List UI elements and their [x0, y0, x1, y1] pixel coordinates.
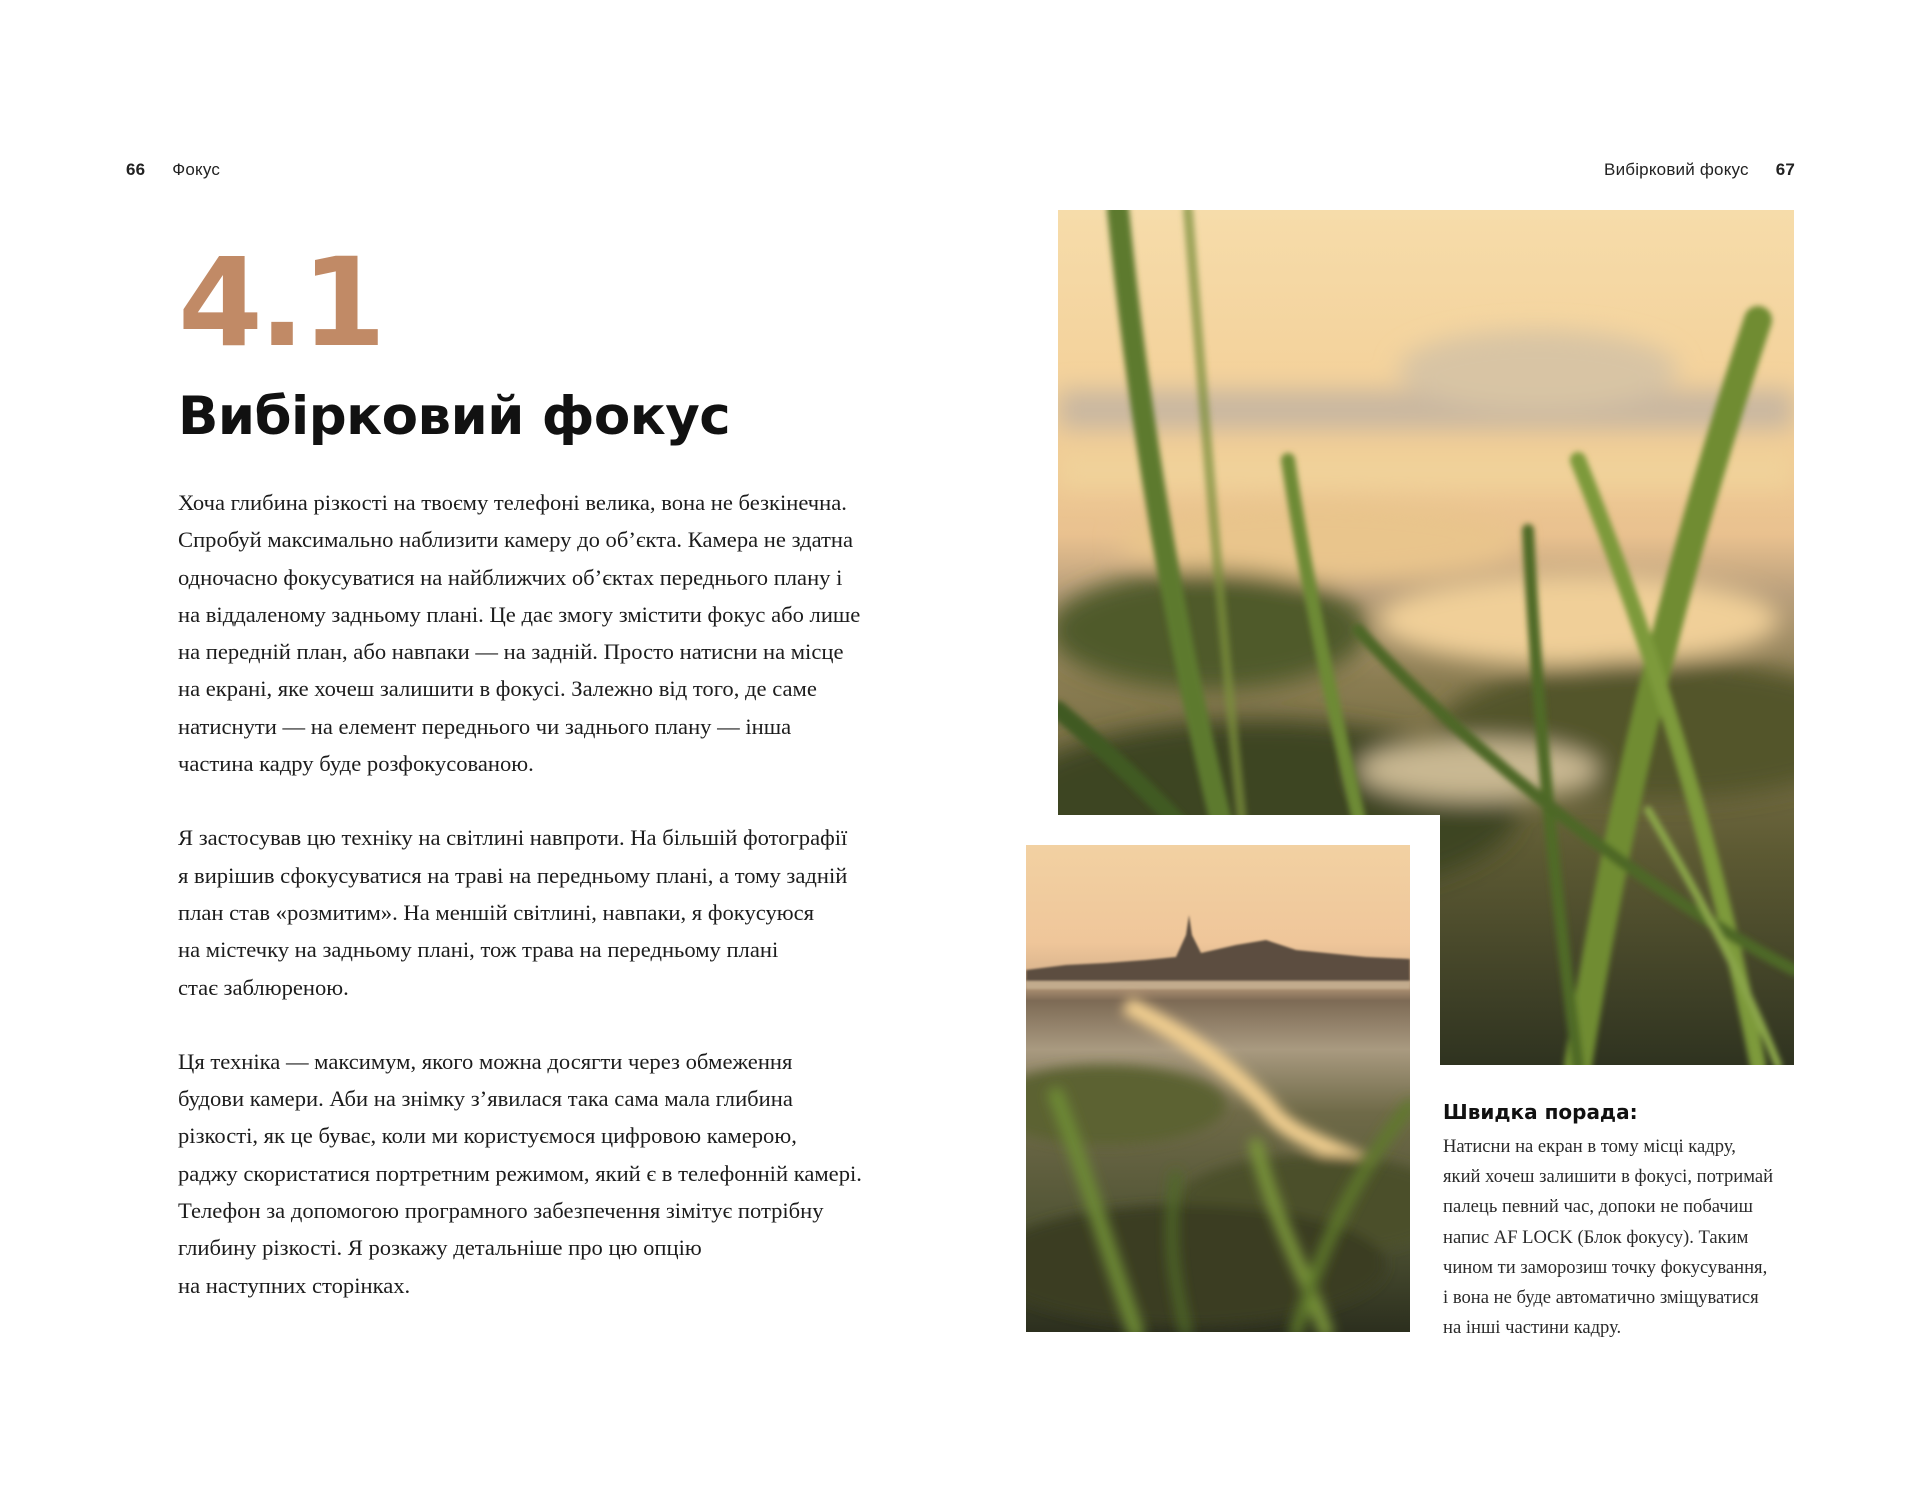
paragraph-2 [178, 819, 948, 1005]
running-header-right [1604, 160, 1795, 180]
text-line: на містечку на задньому плані, тож трава на передньому плані [178, 937, 779, 963]
text-line: стає заблюреною. [178, 974, 349, 1000]
text-line: різкості, як це буває, коли ми користуємося цифровою камерою, [178, 1123, 797, 1149]
quick-tip [1443, 1100, 1823, 1343]
running-section-right: Вибірковий фокус [1604, 160, 1749, 179]
text-line: Спробуй максимально наблизити камеру до об’єкта. Камера не здатна [178, 527, 854, 553]
tip-line: палець певний час, допоки не побачиш [1443, 1196, 1753, 1218]
paragraph-3 [178, 1043, 948, 1304]
tip-title: Швидка порада: [1443, 1100, 1638, 1124]
tip-line: чином ти заморозиш точку фокусування, [1443, 1256, 1768, 1278]
text-line: я вирішив сфокусуватися на траві на передньому плані, а тому задній [178, 862, 848, 888]
running-header-left [126, 160, 220, 180]
text-line: частина кадру буде розфокусованою. [178, 751, 534, 777]
text-line: на віддаленому задньому плані. Це дає змогу змістити фокус або лише [178, 601, 861, 627]
page-number-left: 66 [126, 160, 146, 179]
photo-gap-top [1026, 815, 1440, 845]
text-line: натиснути — на елемент переднього чи заднього плану — інша [178, 713, 792, 739]
text-line: Я застосував цю техніку на світлині навпроти. На більшій фотографії [178, 825, 848, 851]
tip-line: який хочеш залишити в фокусі, потримай [1443, 1166, 1774, 1188]
photo-town-background-focus [1026, 845, 1410, 1332]
text-line: одночасно фокусуватися на найближчих об’єктах переднього плану і [178, 564, 843, 590]
tip-line: Натисни на екран в тому місці кадру, [1443, 1136, 1736, 1157]
tip-text [1443, 1132, 1823, 1343]
text-line: на екрані, яке хочеш залишити в фокусі. Залежно від того, де саме [178, 676, 817, 702]
tip-line: і вона не буде автоматично зміщуватися [1443, 1287, 1759, 1309]
text-line: Хоча глибина різкості на твоєму телефоні велика, вона не безкінечна. [178, 490, 847, 515]
photo-gap-right [1410, 815, 1440, 1065]
paragraph-1 [178, 484, 948, 782]
text-line: на наступних сторінках. [178, 1272, 411, 1298]
running-section-left: Фокус [172, 160, 221, 179]
text-line: Телефон за допомогою програмного забезпечення зімітує потрібну [178, 1198, 824, 1224]
chapter-number: 4.1 [178, 232, 383, 374]
text-line: Ця техніка — максимум, якого можна досягти через обмеження [178, 1048, 793, 1074]
text-line: раджу скористатися портретним режимом, який є в телефонній камері. [178, 1160, 862, 1186]
page-number-right: 67 [1775, 160, 1795, 179]
body-text [178, 484, 948, 1341]
tip-line: напис AF LOCK (Блок фокусу). Таким [1443, 1226, 1749, 1248]
chapter-title: Вибірковий фокус [178, 386, 731, 447]
text-line: будови камери. Аби на знімку з’явилася така сама мала глибина [178, 1086, 793, 1112]
text-line: глибину різкості. Я розкажу детальніше про цю опцію [178, 1235, 702, 1261]
tip-line: на інші частини кадру. [1443, 1317, 1622, 1339]
text-line: на передній план, або навпаки — на задній. Просто натисни на місце [178, 639, 844, 665]
text-line: план став «розмитим». На меншій світлині, навпаки, я фокусуюся [178, 899, 815, 925]
